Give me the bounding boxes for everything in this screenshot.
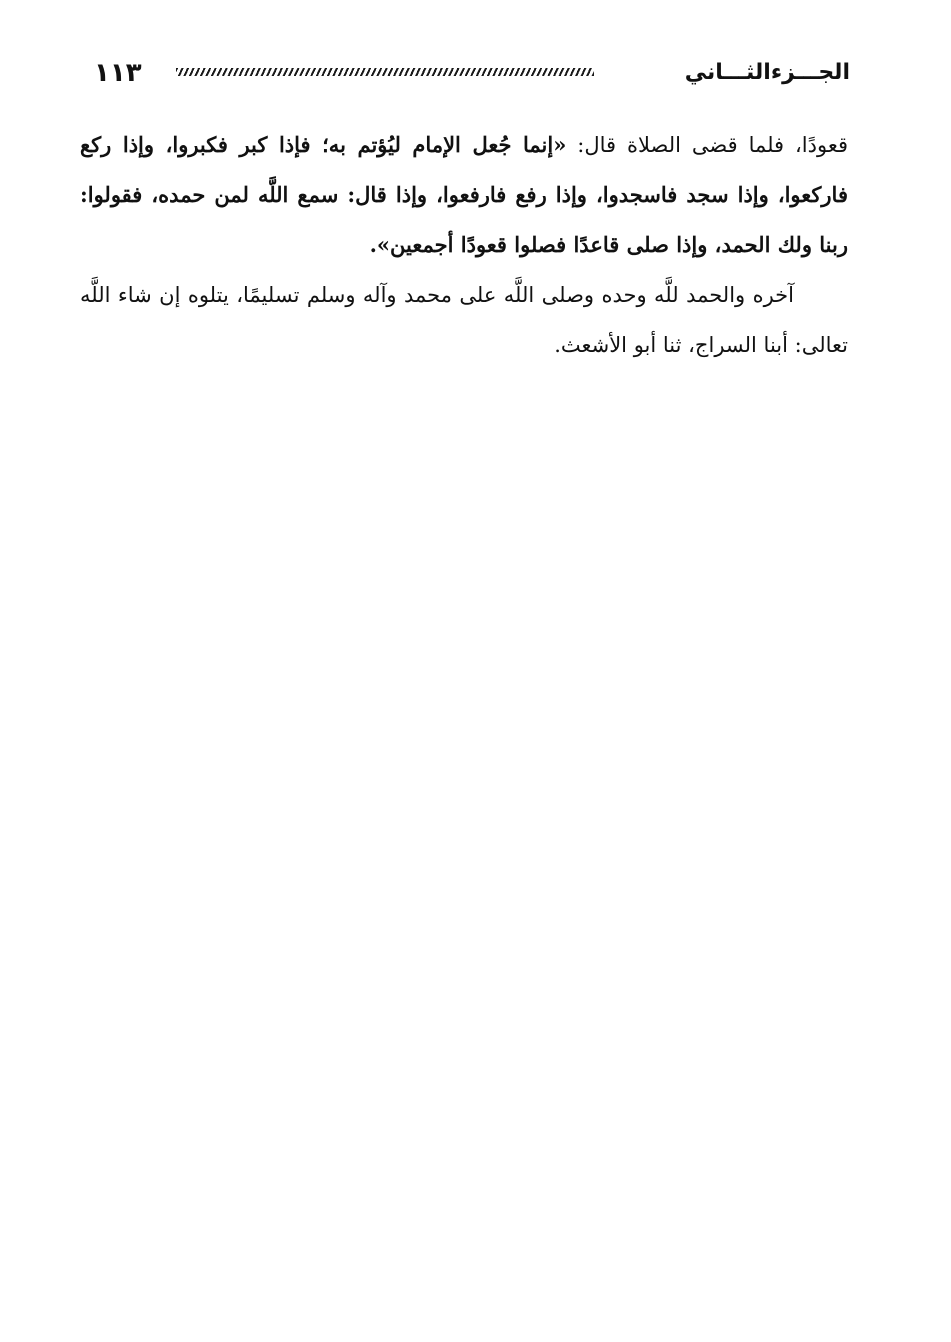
volume-title: الجـــزءالثـــاني	[684, 60, 850, 85]
page-body	[80, 120, 848, 370]
page-header	[90, 56, 850, 96]
hadith-quote-text: «إنما جُعل الإمام ليُؤتم به؛ فإذا كبر فكبروا، وإذا ركع فاركعوا، وإذا سجد فاسجدوا، وإذا رفع فارفعوا، وإذا قال: سمع اللَّه لمن حمده، فقولوا: ربنا ولك الحمد، وإذا صلى قاعدًا فصلوا قعودًا أجمعين».	[80, 132, 848, 257]
page-number: ١١٣	[94, 58, 142, 88]
header-rule	[176, 68, 594, 76]
hadith-paragraph	[80, 120, 848, 270]
hadith-intro-text: قعودًا، فلما قضى الصلاة قال:	[566, 133, 849, 157]
colophon-paragraph: آخره والحمد للَّه وحده وصلى اللَّه على محمد وآله وسلم تسليمًا، يتلوه إن شاء اللَّه تعالى: أبنا السراج، ثنا أبو الأشعث.	[80, 283, 848, 357]
